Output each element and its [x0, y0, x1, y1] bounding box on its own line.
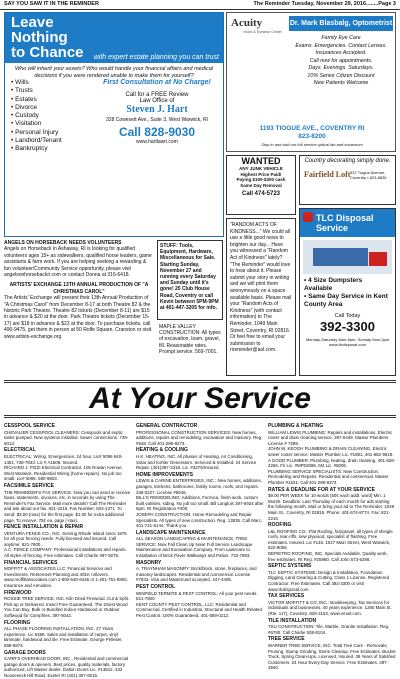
call-for-review: Call for a FREE Review: [125, 92, 189, 98]
law-phone[interactable]: Call 828-9030: [118, 125, 196, 139]
tlc-bullet: • 4 Size Dumpsters Available: [304, 277, 363, 292]
acuity-line: Exams. Emergencies. Contact Lenses.: [295, 42, 387, 49]
service-listing: MOFFITT & ASSOCIATES LLC: Financial Services and Investments. Retirement Planning and 401K rollovers. www.moffittassociates.com 1-800-640-6446 or 1-401-751-8800. Insurance and Annuities.: [4, 566, 128, 589]
office-of: Law Office of: [139, 98, 175, 104]
service-category: HEATING & COOLING: [136, 447, 188, 454]
headline-line-1: Leave: [11, 14, 54, 31]
fairfield-logo: Fairfield Loft: [304, 170, 351, 179]
service-listing: DEPIETRO ROOFING, INC. Specials Available. Quality work, free estimates. RI Reg. #25960. Call John 573-5298.: [268, 551, 388, 562]
page-header: [0, 0, 400, 10]
tlc-phone[interactable]: 392-3300: [320, 319, 375, 334]
law-ad-question: Who will inherit your assets? Who would handle your financial affairs and medical decisions if you were rendered unable to make them for yourself?: [14, 66, 214, 79]
acuity-line: Days. Evenings. Saturdays.: [308, 65, 374, 71]
list-item: • Trusts: [11, 87, 33, 95]
acuity-phone[interactable]: 823-8200: [298, 133, 326, 140]
tlc-header: [300, 209, 395, 237]
service-category: CESSPOOL SERVICE: [4, 423, 55, 429]
service-category: FIREWOOD: [4, 589, 32, 596]
service-listing: LEWIS & CARINE ENTERPRISES, INC.: New homes, additions, garages, kitchens, bathrooms, family rooms, roofs, and repairs. 345-0227. License #5646.: [136, 478, 262, 495]
service-category: TILE INSTALLATION: [268, 617, 317, 624]
service-category: MASONRY: [136, 559, 162, 566]
list-item: • Personal Injury: [11, 128, 59, 136]
list-item: • Bankruptcy: [11, 145, 48, 153]
list-item: • Landlord/Tenant: [11, 137, 62, 145]
wanted-line: Highest Price Paid!: [240, 171, 282, 177]
services-list: [11, 79, 62, 154]
service-listing: H.K. HEATING, INC. All phases of Heating, Air Conditioning, Solar and Kohler Generators. Serviced & Installed. 24 Service Repair. (401)397-3318, Lic. #3375/Insured.: [136, 453, 257, 471]
service-listing: L&L ROOFING CO.: Flat Roofing, fan/gravel, all types of shingle roofs, tear-offs, new plywood, specialist of flashing. Free estimates. Insured. Lic #145. 1027 Main Street, West Warwick, 822-9056.: [268, 528, 393, 551]
fairfield-tagline: Country decorating simply done.: [304, 158, 391, 164]
service-category: SEPTIC SYSTEMS: [268, 563, 312, 570]
list-item: • Wills: [11, 79, 29, 86]
list-item: • Custody: [11, 112, 39, 120]
tlc-title: TLC Disposal Service: [316, 213, 374, 233]
service-category: TAX SERVICES: [268, 593, 305, 600]
maple-valley-ad: MAPLE VALLEY CONSTRUCTION: All types of excavation, loam, gravel, fill. Reasonable rates, Prompt service. 569-7001.: [159, 324, 221, 355]
service-listing: TLC SEPTIC SYSTEMS: Design & Installation, Foundation Digging, Land Clearing & Cutting, Class 1 License, Registered Contractor. Free Estimates. Call 392-3300 or visit www.tlcdisposal.com: [268, 569, 390, 592]
service-category: ROOFING: [268, 522, 292, 529]
law-ad-headline: [11, 15, 84, 60]
service-listing: WARNER TREE SERVICE, INC. Total Tree Care - Removals, Pruning, Stump Grinding, Storm Cleanup. Free Estimates. Bucket Truck. Spring Clean-Ups. Licensed, Insured. 39 Years of Satisfied Customers. 24 Hour Every-Day Service. Free Estimates. 397-3940.: [268, 642, 396, 671]
acuity-lines: [287, 35, 395, 88]
service-category: FACSIMILE SERVICE: [4, 482, 54, 489]
service-listing: PLUMBING SERVICE SPECIALISTS: New Construction, Remodeling and Repairs. Residential and commercial. Master Plumber #1631. Call 401-289-9373.: [268, 468, 389, 485]
service-category: LANDSCAPE MAINTENANCE: [136, 529, 206, 536]
fairfield-address: 937 Tiogue Avenue, Coventry • 823-8830: [350, 170, 387, 180]
service-listing: KENT COUNTY PEST CONTROL, LLC: Residential and Commercial. Certified in Industrial, Structural and Health Related Pest Control. 100% Guaranteed. 401-589-0212.: [136, 601, 262, 618]
acuity-line: New Patients Welcome: [313, 80, 369, 86]
service-banner: [4, 380, 396, 418]
acuity-line: Insurances Accepted.: [315, 50, 367, 56]
service-listing: CHEVALIER CESSPOOL CLEANERS: Cesspools and septic tanks pumped. New systems installed. Sewer connections. 738-6013.: [4, 429, 129, 446]
service-category: FINANCIAL SERVICES: [4, 559, 58, 566]
service-title: At Your Service: [89, 382, 311, 415]
service-category: GARAGE DOORS: [4, 649, 46, 656]
acuity-doctor: Dr. Mark Blasbalg, Optometrist: [289, 16, 393, 31]
fairfield-ad: [299, 155, 396, 205]
service-listing: CARR'S OVERHEAD DOOR, INC., Residential and commercial garage doors & openers. Best prices, quality materials, factory authorized, Lift Master dealer. Dalton Doors Lic. #13812. 332 Nooseneck Hill Road, Exeter RI (401) 397-6015.: [4, 656, 129, 678]
service-listing: THE REMINDER'S FAX SERVICE. Now you can send or receive faxes, statements, invoices, etc. in seconds by using The Reminder's Fax Service. Mail more details? Call The Reminder and ask about our fax. 821-2216. Fax Number: 823-1371. To Send: $3.00 (max) for the first page. $1.00 for extra additional page. To receive: 75¢ ea. page (+tax).: [4, 489, 131, 523]
service-column-2: [136, 422, 264, 619]
list-item: • Estates: [11, 95, 37, 103]
service-listing: JOSEPH CONSTRUCTION: Home Remodeling and Repair Specialists. All types of new construction. Reg. 13835. Call Marc, 401-741-6144, Thank you.: [136, 511, 263, 529]
lawyer-name: Steven J. Hart: [126, 104, 188, 115]
service-listing: BILL'S REMODELING: Additions, Formica, finish work, custom built vanities, siding. No job too small. Bill Langlois 397-6934 after 5pm. RI Registration #408.: [136, 495, 264, 512]
service-listing: ROSSIE TREE SERVICE, INC. Kiln Dried Firewood. Cut & Split. Pick-up or Delivered. Insect Free Guaranteed. The Driest Wood You Can Buy. Bulk or Bundled Indoor Hardwood or Outdoor Softwood for Campfires. 397-5042.: [4, 596, 130, 618]
stuff-for-sale-ad: STUFF: Tools, Equipment, Hardware, Miscellaneous for Sale. Starting Sunday, November 27 and running every Saturday and Sunday until it's gone! 25 Club House Road, Coventry or call Kevin between 5PM-9PM at 401-447-3205 for info.: [157, 240, 223, 320]
service-category: ELECTRICAL: [4, 447, 36, 454]
news-body: Angels on Horseback in Ashaway, RI is looking for qualified volunteers ages 15+ as sidewalkers, qualified horse leaders, game assistants & farm work. If you are helping seeking a rewarding & fun volunteer/Community Service opportunity, please visit angelsonhorsebackri.com or contact Donna at 316-6418.: [4, 246, 152, 279]
service-listing: $9.00 PER WEEK for 10 words (50¢ each addl. word) Min. 1 Month. Deadline: Last Thursday of each month for ads starting the following month. Mail or bring your ad to The Reminder, 1049 Main St., Coventry, RI 02816. Phone: 401-574-8774. Fax: 821-2216.: [268, 493, 395, 521]
list-item: • Visitation: [11, 120, 42, 128]
law-ad-tagline: with expert estate planning you can trust: [93, 54, 219, 61]
tlc-logo-icon: [303, 212, 313, 222]
random-acts-notice: "RANDOM ACTS OF KINDNESS..." We could all use a little good news to brighten our day... Have you witnessed a "Random Act of Kindness" lately? "The Reminder" would love to hear about it. Please submit your story in writing and we will print them anonymously on a space available basis. Please mail your "Random Acts of Kindness" (with contact information) to The Reminder, 1049 Main Street, Coventry, RI 02816. Or feel free to email your submission to rireminder@aol.com.: [226, 218, 296, 376]
acuity-logo: Acuity: [231, 17, 263, 29]
news-heading: ANGELS ON HORSEBACK NEEDS VOLUNTEERS: [4, 240, 122, 246]
service-listing: JOHN W. KEOGH PLUMBING & DRAIN CLEANING. Electric sewer rooter service. Master Plumber Lic. #1881. 401-862-9619.: [268, 446, 394, 457]
service-listing: A.C. FENCE COMPANY: Professional installations and repairs. All styles of fencing. Free estimates. Call Charlie 397-5076.: [4, 547, 127, 559]
service-listing: TSU CONSTRUCTION: Tile, Marble, Granite Installation. Reg. #6780. Call Charlie 508-8104.: [268, 624, 390, 635]
service-category: TREE SERVICE: [268, 636, 305, 643]
service-column-3: [268, 422, 396, 671]
service-listing: RICHARD J. PIZZI Electrical Contractor. 105 Rowan Avenue, West Warwick. Residential Wiring (home repairs). No job too small. Lic# 5096. 580-9803.: [4, 465, 123, 482]
service-category: PLUMBING & HEATING: [268, 423, 324, 429]
news-body: The Artists' Exchange will present their 13th Annual Production of "A Christmas Carol" from December 8-17 at both Theatre 82 & the historic Park Theatre. Theatre 82 tickets (December 8-11) are $15 in advance & $20 at the door. Park Theatre tickets (December 15-17) are $18 in advance & $22 at the door. To purchase tickets, call 490-9475, get them in person at 50 Rolfe Square, Cranston or visit www.artists-exchange.org: [4, 295, 152, 340]
service-listing: A GOOD PLUMBER: Plumbing, heating, drain cleaning. 401-828-2266. Fri Lic. #MP02086, M4 Lic. #5006.: [268, 457, 396, 469]
community-news: [4, 240, 154, 340]
service-listing: WINFIELD TERMITE & PEST CONTROL: All your pest needs. 821-7800.: [136, 590, 258, 602]
service-category: FLOORING: [4, 619, 31, 626]
service-category: HOME IMPROVEMENTS: [136, 471, 193, 478]
acuity-line: Call now for appointments.: [309, 57, 373, 64]
wanted-phone[interactable]: Call 474-5723: [241, 191, 281, 197]
header-left: SAY YOU SAW IT IN THE REMINDER: [4, 1, 99, 7]
news-heading: ARTISTS' EXCHANGE 13TH ANNUAL PRODUCTION OF "A CHRISTMAS CAROL": [9, 282, 149, 295]
service-listing: ALL SEASON LANDSCAPING & MAINTENANCE, TREE SERVICE: Now Fall Clean Up Now! Full Service Landscape Maintenance and Excavation Company. From Lawncare to Installation of Brick Paver Walkways and Patios. 732-7983.: [136, 536, 253, 559]
acuity-address-block: [231, 125, 393, 141]
acuity-line: 10% Senior Citizen Discount: [307, 72, 375, 79]
law-office-ad: [4, 12, 224, 237]
tlc-bullet: • Same Day Service in Kent County Area: [304, 293, 388, 308]
list-item: • Divorce: [11, 103, 38, 111]
service-column-1: [4, 422, 132, 679]
acuity-line: Family Eye Care: [321, 35, 361, 41]
service-listing: ELECTRICAL: Wiring. Emergencies. 24 hour. Lic# 5096 840-1451, 738-7933. Lic # A1508. Insured.: [4, 453, 123, 465]
law-website[interactable]: www.hartlawri.com: [136, 139, 178, 145]
service-category: RATES & DEADLINE FOR AT YOUR SERVICE: [268, 486, 375, 493]
service-listing: ALL PHASE FLOORING INSTALLATION, INC. 27 Years experience. Lic 6488. Sales and installation of carpet, vinyl laminate, hardwood and tile. Free Estimate. George Pelletier, 598-6873.: [4, 626, 123, 648]
wanted-line: Paying $100-$300 cash: [236, 177, 286, 182]
service-listing: VENTURA FENCE CO., INC. Serving Rhode Island since 1975 for all your fencing needs. Fully licensed and insured. Call anytime: 821-7800.: [4, 530, 127, 547]
service-listing: PROFESSIONAL CONSTRUCTION SERVICES: New homes, additions, repairs and remodeling, excavation and masonry. Reg. #548. Call 401-289-9273.: [136, 429, 263, 446]
wanted-line: ANY JUNK VEHICLE: [239, 166, 283, 171]
acuity-address: 1193 TIOGUE AVE., COVENTRY RI: [259, 125, 365, 132]
dumpster-truck-icon: [303, 240, 392, 274]
acuity-note: Stop in and visit our full service optical lab and showroom: [261, 142, 363, 147]
service-category: FENCE INSTALLATION & REPAIR: [4, 524, 84, 531]
tlc-call-today: Call Today: [334, 313, 361, 319]
service-category: GENERAL CONTRACTOR: [136, 423, 198, 429]
service-listing: WILLIAM LEWIS PLUMBING: Repairs and installations. Electric rooter and drain cleaning service. 397-5448. Master Plumbers License # 7289.: [268, 429, 393, 446]
headline-line-3: to Chance: [11, 44, 84, 61]
first-consult: First Consultation at No Charge!: [103, 79, 211, 86]
wanted-line: Same Day Removal: [240, 182, 282, 188]
law-address: 328 Cowesett Ave., Suite 3, West Warwick, RI: [106, 117, 208, 123]
acuity-ad: [226, 12, 396, 152]
service-listing: A. TRAYNHAM MASONRY: Brick/block, stone, fireplaces, and masonry landscapes. Residential and commercial. License #7933. Visa and Mastercard accepted. 447-4405.: [136, 566, 257, 583]
tlc-disposal-ad: [299, 208, 396, 376]
service-category: PEST CONTROL: [136, 584, 176, 591]
header-right: The Reminder Tuesday, November 29, 2016........Page 3: [253, 1, 396, 7]
wanted-title: WANTED: [241, 156, 281, 166]
acuity-logo-sub: Vision & Eyewear Center: [243, 30, 282, 34]
service-listing: VICTOR MOFFITT & CO, INC.: Bookkeeping, Tax Services for individuals and businesses, 40 years experience. 1290 Main St. (Rte. 117), Coventry. 828-3153, www.vmoit.com.: [268, 599, 392, 616]
law-ad-header: [5, 13, 223, 63]
headline-line-2: Nothing: [11, 29, 68, 46]
tlc-hours: Monday-Saturday 8am-5pm, Sunday 9am-3pm www.tlcdisposal.com: [305, 337, 390, 347]
wanted-ad: [226, 155, 296, 215]
law-ad-contact: [93, 79, 221, 145]
